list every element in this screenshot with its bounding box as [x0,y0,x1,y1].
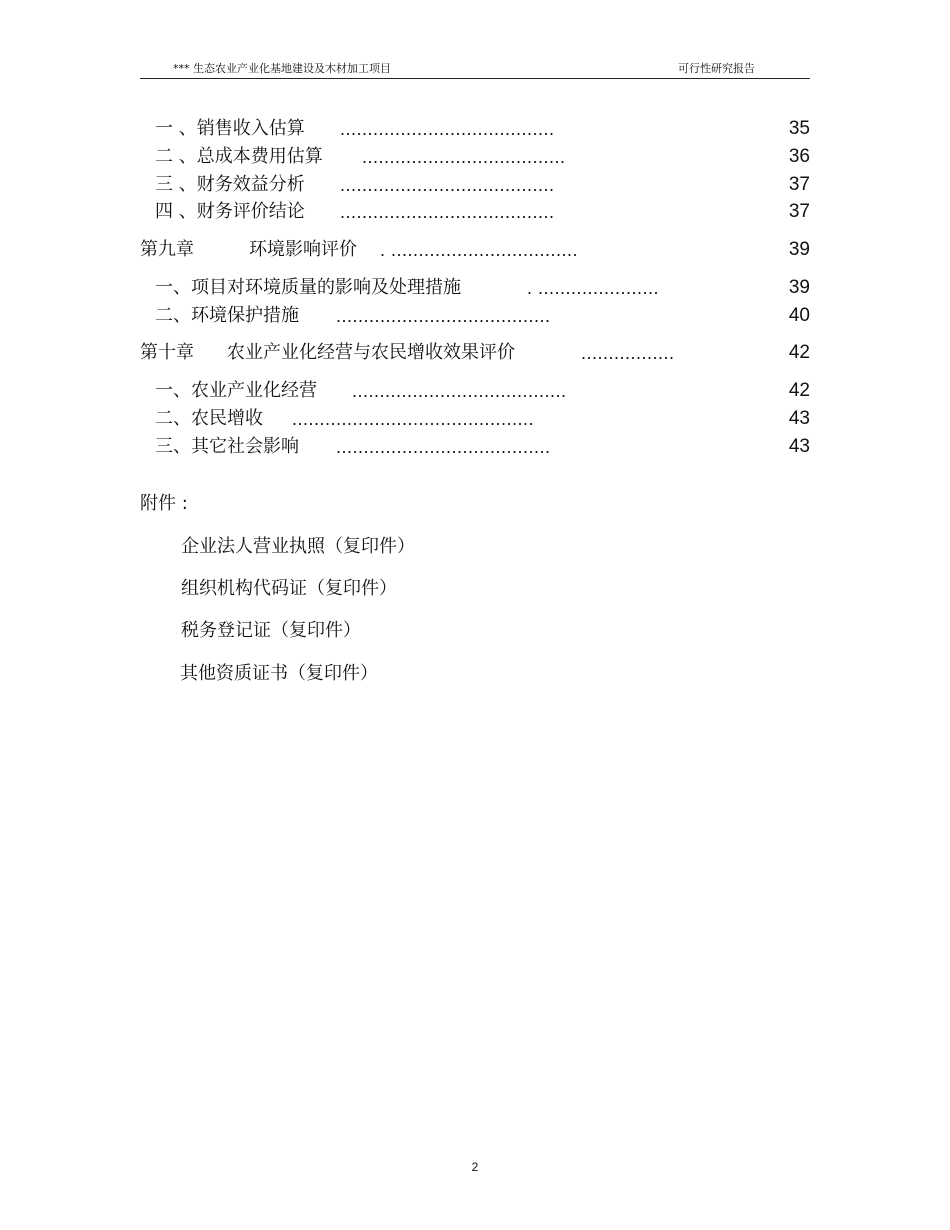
toc-entry-label: 三、其它社会影响 [155,436,299,457]
toc-entry-dots: ....................................... [340,175,555,195]
toc-entry[interactable] [155,173,810,197]
toc-entry-dots: ....................................... [336,437,551,457]
toc-entry-label: 环境影响评价 [249,239,357,260]
toc-entry-page: 42 [788,380,810,401]
toc-entry[interactable] [155,200,810,224]
toc-entry[interactable] [155,407,810,431]
toc-entry-label: 四 、财务评价结论 [155,201,305,222]
toc-entry-label: 二、环境保护措施 [155,305,299,326]
toc-entry-page: 35 [788,118,810,139]
toc-entry-page: 43 [788,408,810,429]
page-header [140,58,810,79]
toc-entry-page: 42 [788,342,810,363]
toc-entry[interactable] [155,435,810,459]
toc-entry-page: 43 [788,436,810,457]
toc-entry-page: 39 [788,239,810,260]
appendix-item: 组织机构代码证（复印件） [181,578,397,599]
toc-entry[interactable] [155,276,810,300]
toc-chapter-number: 第十章 [140,342,194,363]
toc-entry-page: 37 [788,201,810,222]
toc-entry-label: 一 、销售收入估算 [155,118,305,139]
toc-entry-label: 农业产业化经营与农民增收效果评价 [227,342,515,363]
toc-entry-label: 二 、总成本费用估算 [155,146,323,167]
toc-entry-dots: ............................................ [292,409,535,429]
header-report-type: 可行性研究报告 [678,62,755,75]
toc-entry[interactable] [155,117,810,141]
toc-entry[interactable] [155,145,810,169]
header-project-title: *** 生态农业产业化基地建设及木材加工项目 [173,62,391,75]
toc-entry-dots: ....................................... [336,306,551,326]
toc-chapter-number: 第九章 [140,239,194,260]
toc-entry-dots: ....................................... [340,202,555,222]
page-number: 2 [471,1160,479,1174]
toc-entry-dots: . .................................. [380,240,579,260]
toc-entry-page: 36 [788,146,810,167]
toc-entry-page: 40 [788,305,810,326]
toc-entry-dots: . ...................... [527,278,660,298]
appendix-item: 企业法人营业执照（复印件） [181,536,415,557]
toc-chapter-entry[interactable] [140,341,810,365]
toc-entry-dots: ................. [581,343,675,363]
toc-chapter-entry[interactable] [140,238,810,262]
toc-entry-page: 37 [788,174,810,195]
toc-entry-label: 三 、财务效益分析 [155,174,305,195]
toc-entry-page: 39 [788,277,810,298]
toc-entry-label: 一、农业产业化经营 [155,380,317,401]
toc-entry-dots: ..................................... [362,147,566,167]
toc-entry-dots: ....................................... [352,381,567,401]
toc-entry-dots: ....................................... [340,119,555,139]
appendix-heading: 附件 : [140,493,188,514]
toc-entry[interactable] [155,304,810,328]
toc-entry-label: 二、农民增收 [155,408,263,429]
appendix-item: 其他资质证书（复印件） [180,663,378,684]
toc-entry[interactable] [155,379,810,403]
toc-entry-label: 一、项目对环境质量的影响及处理措施 [155,277,461,298]
appendix-item: 税务登记证（复印件） [181,620,361,641]
